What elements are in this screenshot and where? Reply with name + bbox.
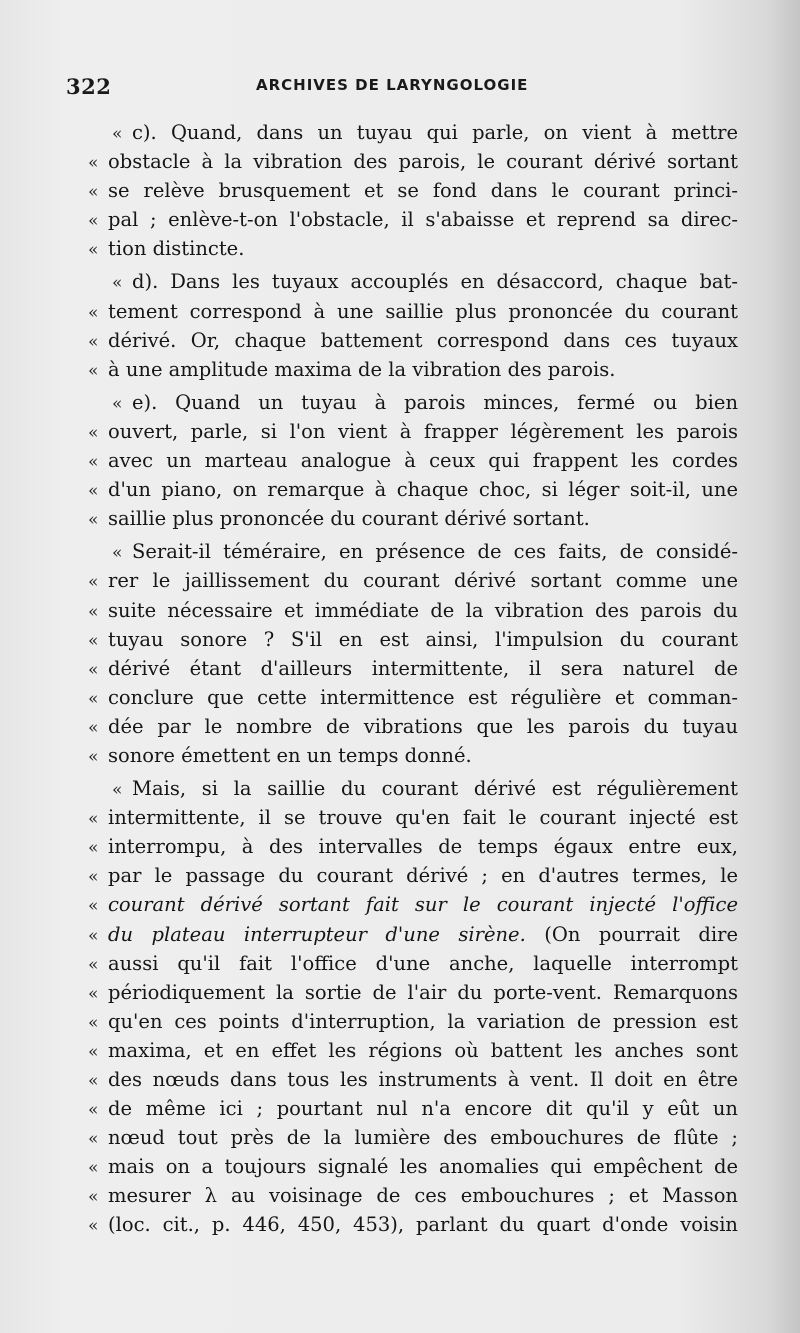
- body-text: [88, 118, 738, 1240]
- text-line: [88, 355, 738, 384]
- line-text: à une amplitude maxima de la vibration des parois.: [108, 357, 616, 381]
- guillemet-mark: «: [88, 838, 99, 859]
- guillemet-mark: «: [88, 867, 99, 888]
- page-header: [62, 72, 752, 100]
- text-line: [88, 234, 738, 263]
- guillemet-mark: «: [88, 360, 99, 381]
- guillemet-mark: «: [88, 331, 99, 352]
- line-text: mesurer λ au voisinage de ces embouchures ; et Masson: [108, 1184, 738, 1208]
- line-text: des nœuds dans tous les instruments à vent. Il doit en être: [108, 1068, 738, 1091]
- guillemet-mark: «: [88, 1041, 99, 1062]
- line-text: dérivé. Or, chaque battement correspond dans ces tuyaux: [108, 328, 738, 352]
- line-text: maxima, et en effet les régions où battent les anches sont: [108, 1038, 738, 1062]
- text-line: [88, 832, 738, 861]
- guillemet-mark: «: [88, 422, 99, 443]
- text-line: [88, 1123, 738, 1152]
- text-line: [88, 683, 738, 712]
- guillemet-mark: «: [88, 954, 99, 975]
- text-line: [88, 949, 738, 978]
- text-line: [88, 920, 738, 949]
- text-line: [88, 326, 738, 355]
- guillemet-mark: «: [88, 896, 99, 917]
- line-text: c). Quand, dans un tuyau qui parle, on vient à mettre: [132, 121, 738, 144]
- guillemet-mark: «: [88, 1216, 99, 1237]
- text-line: [88, 596, 738, 625]
- line-text: avec un marteau analogue à ceux qui frappent les cordes: [108, 449, 738, 473]
- text-line: [88, 504, 738, 533]
- line-text: mais on a toujours signalé les anomalies qui empêchent de: [108, 1155, 738, 1179]
- line-text-rest: (On pourrait dire: [525, 922, 738, 946]
- guillemet-mark: «: [88, 601, 99, 622]
- line-text: nœud tout près de la lumière des embouchures de flûte ;: [108, 1126, 738, 1150]
- guillemet-mark: «: [88, 510, 99, 531]
- text-line: [88, 890, 738, 919]
- line-text: Mais, si la saillie du courant dérivé est régulièrement: [132, 777, 738, 801]
- line-text: saillie plus prononcée du courant dérivé sortant.: [108, 507, 590, 531]
- line-text: [108, 920, 738, 949]
- guillemet-mark: «: [88, 182, 99, 203]
- guillemet-mark: «: [88, 925, 99, 946]
- guillemet-mark: «: [112, 543, 123, 564]
- text-line: [88, 1007, 738, 1036]
- guillemet-mark: «: [88, 1100, 99, 1121]
- line-text: e). Quand un tuyau à parois minces, fermé ou bien: [132, 390, 738, 414]
- text-line: [88, 625, 738, 654]
- line-text: de même ici ; pourtant nul n'a encore dit qu'il y eût un: [108, 1097, 738, 1121]
- line-text: (loc. cit., p. 446, 450, 453), parlant du quart d'onde voisin: [108, 1213, 738, 1237]
- text-line: [88, 741, 738, 770]
- line-text: périodiquement la sortie de l'air du porte-vent. Remarquons: [108, 980, 738, 1004]
- line-text: sonore émettent en un temps donné.: [108, 743, 472, 767]
- line-text: rer le jaillissement du courant dérivé sortant comme une: [108, 569, 738, 593]
- line-text: qu'en ces points d'interruption, la variation de pression est: [108, 1009, 738, 1033]
- guillemet-mark: «: [88, 659, 99, 680]
- line-text: d). Dans les tuyaux accouplés en désaccord, chaque bat-: [132, 270, 738, 294]
- guillemet-mark: «: [112, 780, 123, 801]
- text-line: [88, 147, 738, 176]
- guillemet-mark: «: [88, 1129, 99, 1150]
- guillemet-mark: «: [88, 809, 99, 830]
- text-line: [88, 417, 738, 446]
- text-line: [88, 654, 738, 683]
- line-text: courant dérivé sortant fait sur le courant injecté l'office: [108, 893, 738, 917]
- line-text: tement correspond à une saillie plus prononcée du courant: [108, 299, 738, 323]
- line-text: interrompu, à des intervalles de temps égaux entre eux,: [108, 835, 738, 859]
- guillemet-mark: «: [88, 153, 99, 174]
- guillemet-mark: «: [88, 1012, 99, 1033]
- line-text: suite nécessaire et immédiate de la vibration des parois du: [108, 598, 738, 622]
- line-text: conclure que cette intermittence est régulière et comman-: [108, 685, 738, 709]
- guillemet-mark: «: [112, 393, 123, 414]
- line-text: par le passage du courant dérivé ; en d'autres termes, le: [108, 864, 738, 888]
- text-line: [88, 388, 738, 417]
- line-text: dée par le nombre de vibrations que les parois du tuyau: [108, 714, 738, 738]
- page-number: 322: [66, 74, 112, 99]
- line-text: se relève brusquement et se fond dans le courant princi-: [108, 179, 738, 203]
- guillemet-mark: «: [88, 302, 99, 323]
- text-line: [88, 861, 738, 890]
- text-line: [88, 774, 738, 803]
- guillemet-mark: «: [88, 746, 99, 767]
- line-text: d'un piano, on remarque à chaque choc, si léger soit-il, une: [108, 478, 738, 502]
- text-line: [88, 446, 738, 475]
- text-line: [88, 566, 738, 595]
- text-line: [88, 537, 738, 566]
- line-text: aussi qu'il fait l'office d'une anche, laquelle interrompt: [108, 951, 738, 975]
- guillemet-mark: «: [88, 630, 99, 651]
- guillemet-mark: «: [112, 124, 123, 144]
- running-head: ARCHIVES DE LARYNGOLOGIE: [256, 76, 529, 94]
- text-line: [88, 1210, 738, 1239]
- text-line: [88, 297, 738, 326]
- guillemet-mark: «: [88, 452, 99, 473]
- guillemet-mark: «: [88, 1158, 99, 1179]
- text-line: [88, 1065, 738, 1094]
- guillemet-mark: «: [112, 273, 123, 294]
- italic-phrase: du plateau interrupteur d'une sirène.: [108, 922, 526, 946]
- line-text: Serait-il téméraire, en présence de ces faits, de considé-: [132, 540, 738, 564]
- text-line: [88, 978, 738, 1007]
- guillemet-mark: «: [88, 240, 99, 261]
- text-line: [88, 1094, 738, 1123]
- line-text: dérivé étant d'ailleurs intermittente, il sera naturel de: [108, 656, 738, 680]
- text-line: [88, 475, 738, 504]
- line-text: intermittente, il se trouve qu'en fait le courant injecté est: [108, 806, 738, 830]
- text-line: [88, 205, 738, 234]
- text-line: [88, 267, 738, 296]
- guillemet-mark: «: [88, 983, 99, 1004]
- line-text: pal ; enlève-t-on l'obstaclе, il s'abaisse et reprend sa direc-: [108, 208, 738, 232]
- guillemet-mark: «: [88, 211, 99, 232]
- guillemet-mark: «: [88, 572, 99, 593]
- text-line: [88, 176, 738, 205]
- text-line: [88, 1181, 738, 1210]
- text-line: [88, 118, 738, 147]
- line-text: ouvert, parle, si l'on vient à frapper légèrement les parois: [108, 419, 738, 443]
- guillemet-mark: «: [88, 1187, 99, 1208]
- text-line: [88, 803, 738, 832]
- line-text: obstacle à la vibration des parois, le courant dérivé sortant: [108, 150, 738, 174]
- guillemet-mark: «: [88, 717, 99, 738]
- text-line: [88, 712, 738, 741]
- guillemet-mark: «: [88, 688, 99, 709]
- guillemet-mark: «: [88, 1071, 99, 1091]
- text-line: [88, 1036, 738, 1065]
- line-text: tion distincte.: [108, 237, 245, 261]
- line-text: tuyau sonore ? S'il en est ainsi, l'impulsion du courant: [108, 627, 738, 651]
- text-line: [88, 1152, 738, 1181]
- guillemet-mark: «: [88, 481, 99, 502]
